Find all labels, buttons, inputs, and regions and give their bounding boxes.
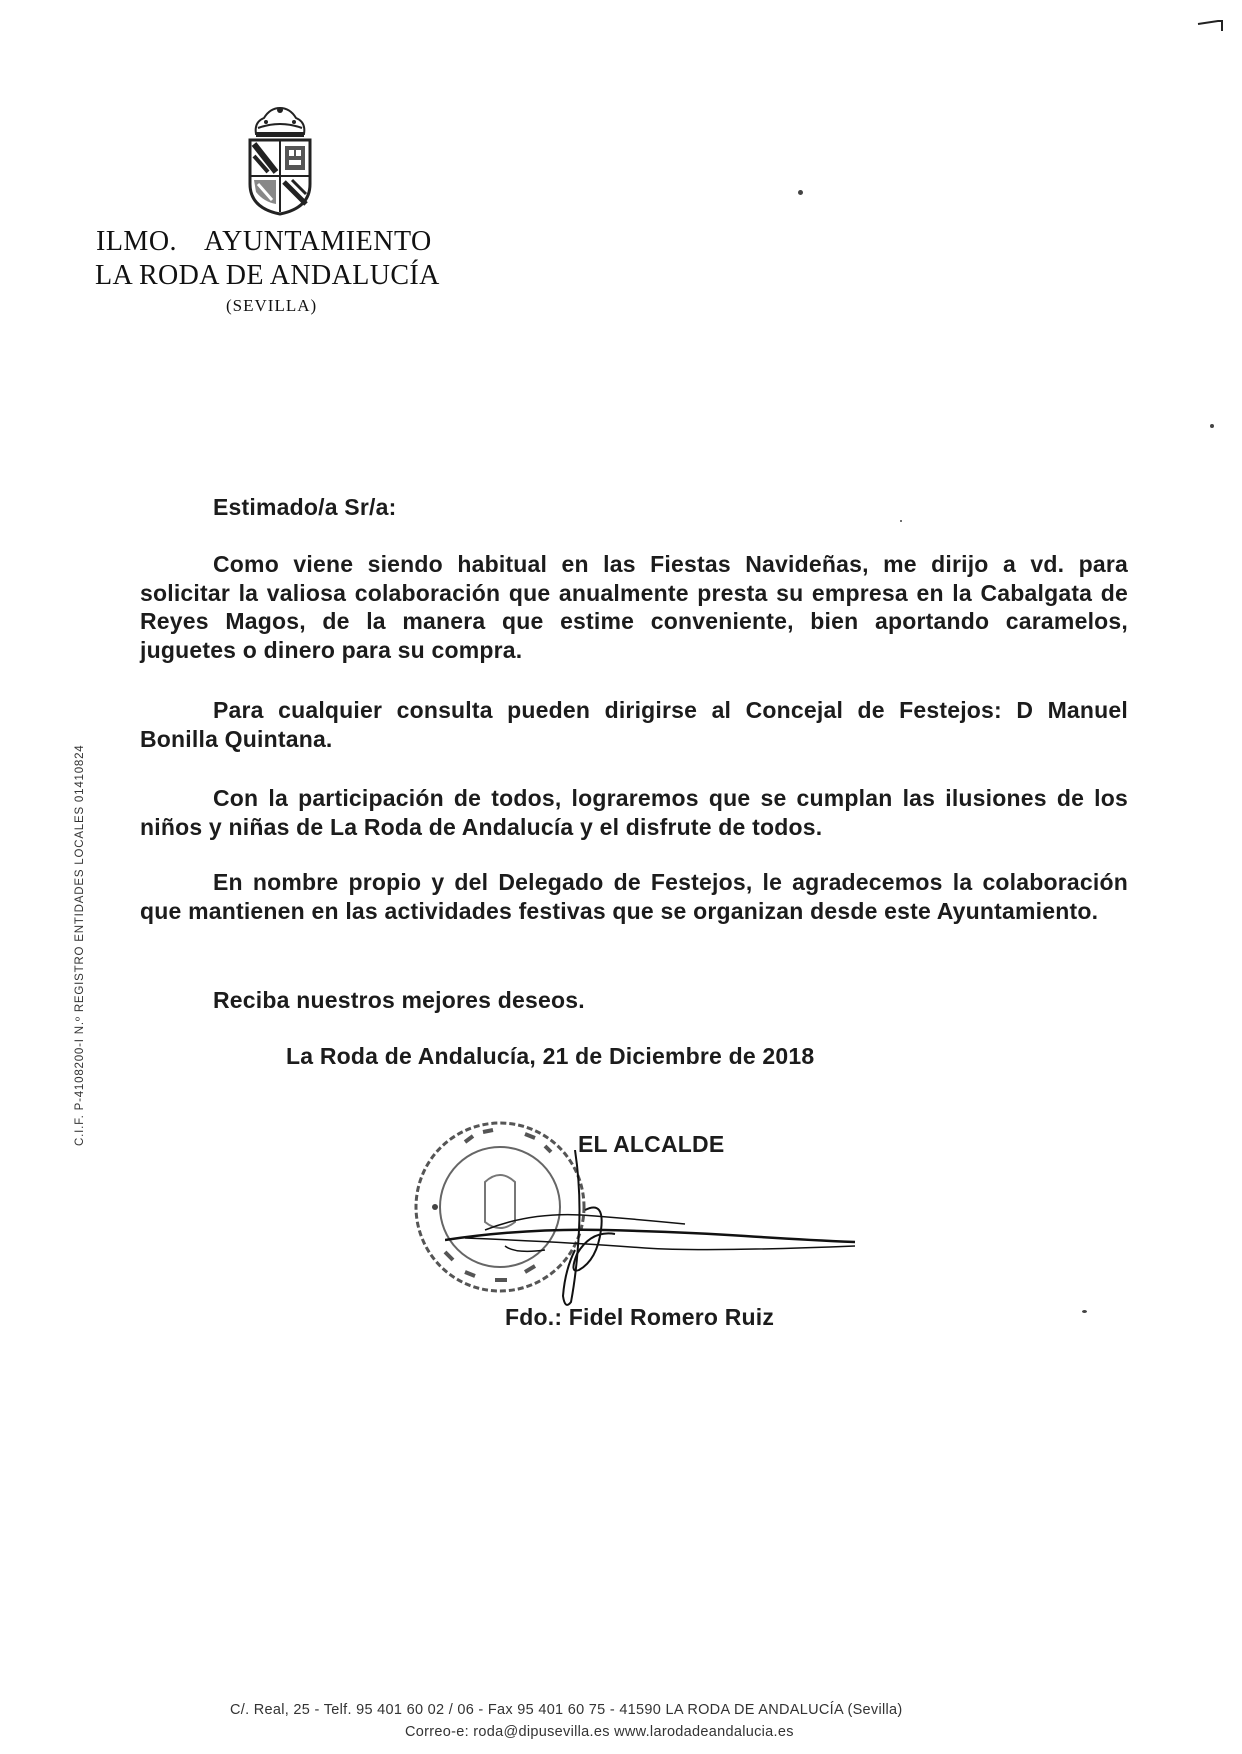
scan-speck: [1082, 1310, 1087, 1313]
handwritten-signature-icon: [445, 1150, 865, 1310]
date-line: La Roda de Andalucía, 21 de Diciembre de 2018: [286, 1043, 815, 1069]
header-ayuntamiento: AYUNTAMIENTO: [204, 226, 432, 257]
salutation: Estimado/a Sr/a:: [213, 494, 397, 520]
footer-contact: Correo-e: roda@dipusevilla.es www.larodadeandalucia.es: [405, 1724, 794, 1740]
paragraph-4: En nombre propio y del Delegado de Festejos, le agradecemos la colaboración que mantienen en las actividades festivas que se organizan desde este Ayuntamiento.: [140, 869, 1128, 924]
paragraph-1: Como viene siendo habitual en las Fiestas Navideñas, me dirijo a vd. para solicitar la valiosa colaboración que anualmente presta su empresa en la Cabalgata de Reyes Magos, de la manera que estime conveniente, bien aportando caramelos, juguetes o dinero para su compra.: [140, 551, 1128, 663]
scan-speck: [1210, 424, 1214, 428]
signed-by: Fdo.: Fidel Romero Ruiz: [505, 1304, 775, 1330]
closing-line: Reciba nuestros mejores deseos.: [213, 987, 585, 1013]
footer-address: C/. Real, 25 - Telf. 95 401 60 02 / 06 - Fax 95 401 60 75 - 41590 LA RODA DE ANDALUCÍA (Sevilla): [230, 1702, 903, 1718]
scan-speck: [900, 520, 902, 522]
header-province: (SEVILLA): [226, 296, 318, 315]
side-registration-text: C.I.F. P-4108200-I N.º REGISTRO ENTIDADES LOCALES 01410824: [74, 744, 86, 1146]
scan-speck: [798, 190, 803, 195]
header-ilmo: ILMO.: [96, 226, 178, 257]
signer-title: EL ALCALDE: [578, 1131, 725, 1157]
paragraph-3: Con la participación de todos, lograremos que se cumplan las ilusiones de los niños y niñas de La Roda de Andalucía y el disfrute de todos.: [140, 785, 1128, 840]
coat-of-arms-icon: [244, 104, 316, 216]
header-title-line2: LA RODA DE ANDALUCÍA: [95, 260, 440, 291]
corner-mark: [1196, 18, 1226, 32]
paragraph-2: Para cualquier consulta pueden dirigirse al Concejal de Festejos: D Manuel Bonilla Quintana.: [140, 697, 1128, 752]
header-title-line1: [96, 226, 466, 258]
